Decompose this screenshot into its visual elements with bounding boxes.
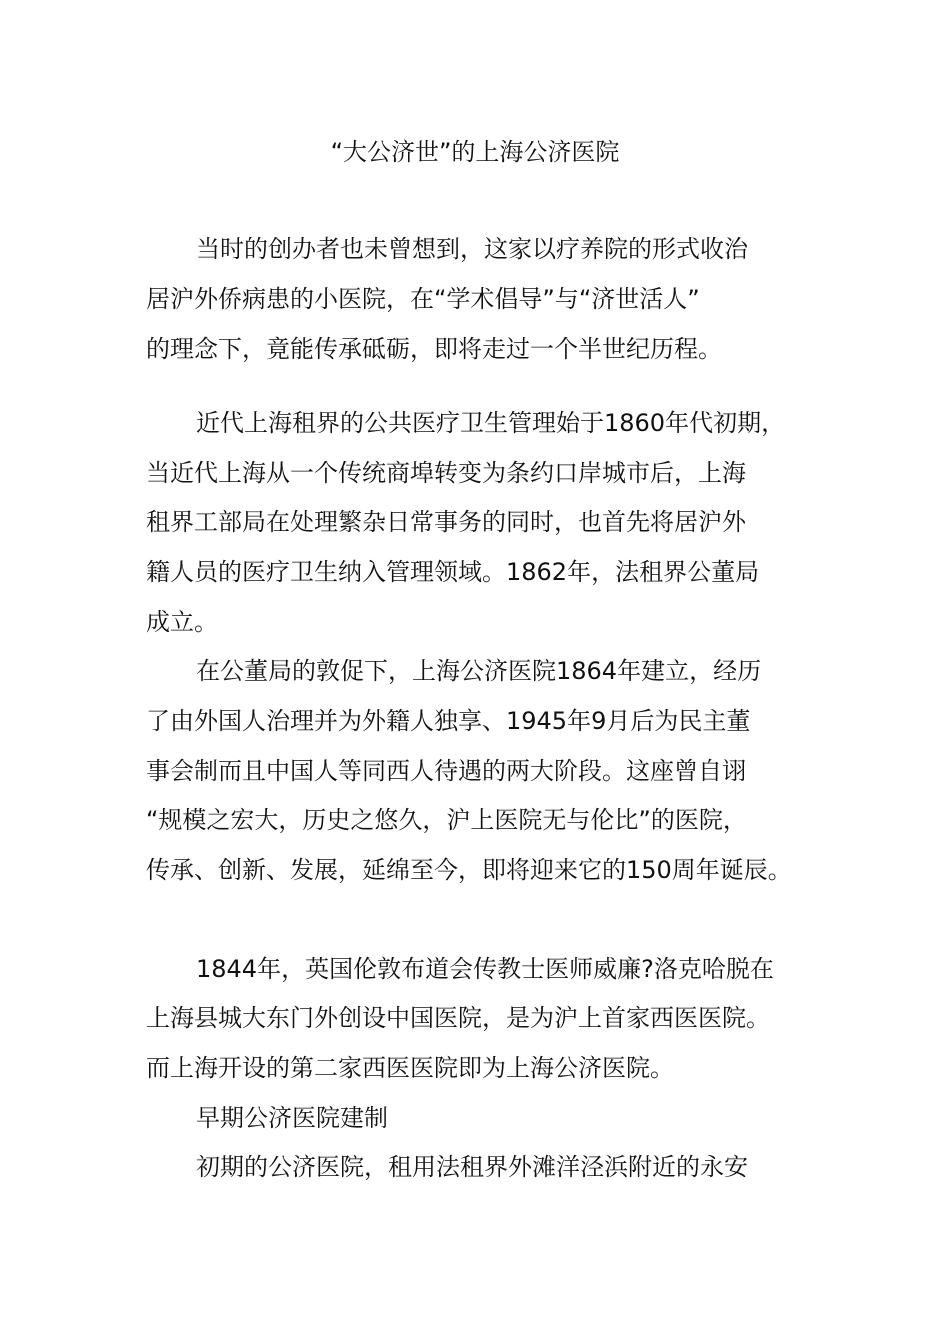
paragraph-line: 的理念下，竟能传承砥砺，即将走过一个半世纪历程。 [146,335,722,363]
paragraph-line: 事会制而且中国人等同西人待遇的两大阶段。这座曾自诩 [146,757,746,785]
paragraph-line: 上海县城大东门外创设中国医院，是为沪上首家西医医院。 [146,1004,770,1032]
section-heading: 早期公济医院建制 [196,1104,388,1132]
paragraph-line: 居沪外侨病患的小医院，在“学术倡导”与“济世活人” [146,285,700,313]
paragraph-line: “规模之宏大，历史之悠久，沪上医院无与伦比”的医院， [146,806,747,834]
paragraph-line: 籍人员的医疗卫生纳入管理领域。1862年，法租界公董局 [146,558,760,586]
paragraph-line: 成立。 [146,608,218,636]
paragraph-line: 近代上海租界的公共医疗卫生管理始于1860年代初期， [196,409,786,437]
paragraph-line: 租界工部局在处理繁杂日常事务的同时，也首先将居沪外 [146,508,746,536]
paragraph-line: 而上海开设的第二家西医医院即为上海公济医院。 [146,1054,674,1082]
document-title: “大公济世”的上海公济医院 [330,138,620,166]
paragraph-line: 在公董局的敦促下，上海公济医院1864年建立，经历 [196,657,762,685]
paragraph-line: 当近代上海从一个传统商埠转变为条约口岸城市后，上海 [146,459,746,487]
paragraph-line: 初期的公济医院，租用法租界外滩洋泾浜附近的永安 [196,1153,748,1181]
paragraph-line: 1844年，英国伦敦布道会传教士医师威廉?洛克哈脱在 [196,955,774,983]
paragraph-line: 当时的创办者也未曾想到，这家以疗养院的形式收治 [196,235,748,263]
paragraph-line: 了由外国人治理并为外籍人独享、1945年9月后为民主董 [146,707,751,735]
paragraph-line: 传承、创新、发展，延绵至今，即将迎来它的150周年诞辰。 [146,856,792,884]
